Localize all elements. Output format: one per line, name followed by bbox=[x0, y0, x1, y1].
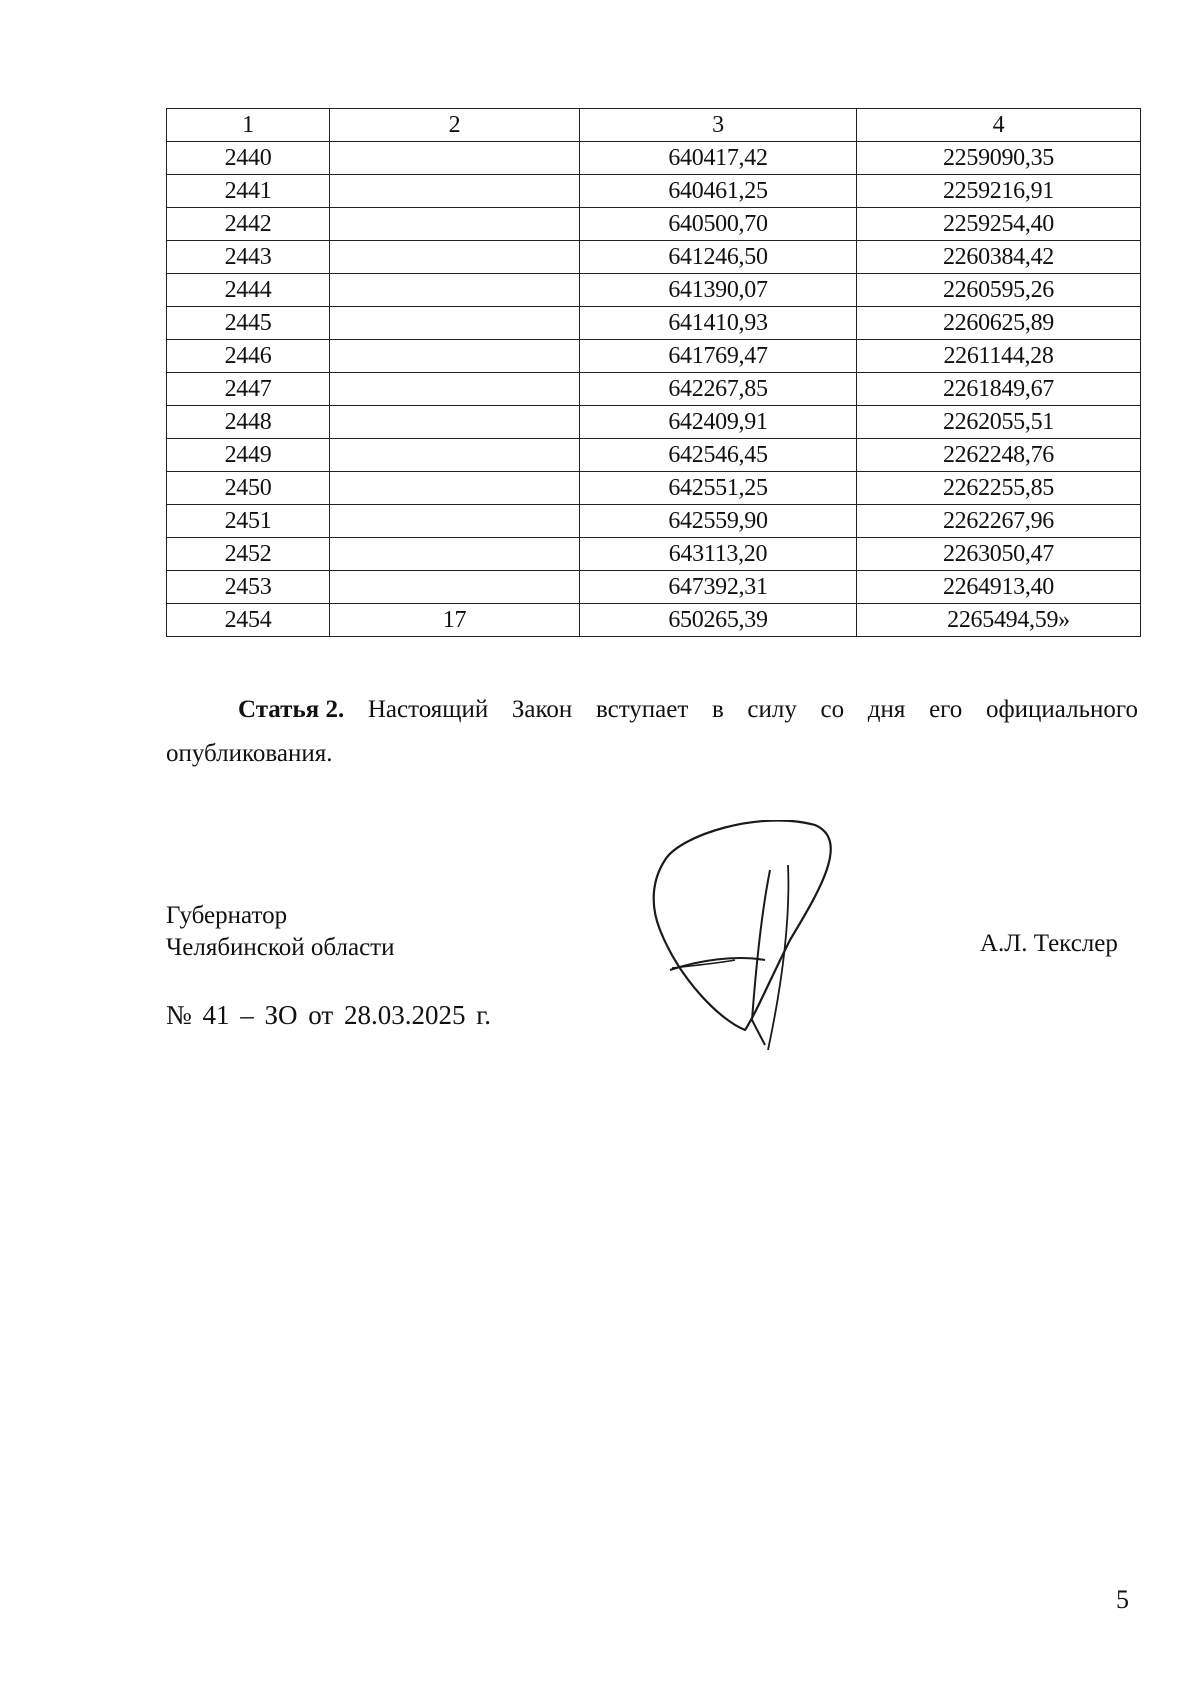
table-row bbox=[167, 175, 1141, 208]
x-coordinate-cell: 641769,47 bbox=[580, 340, 857, 373]
point-number-cell: 2443 bbox=[167, 241, 330, 274]
point-number-cell: 2445 bbox=[167, 307, 330, 340]
law-number: № 41 – ЗО от 28.03.2025 г. bbox=[166, 1000, 492, 1030]
article-word: в bbox=[711, 696, 724, 723]
y-coordinate-cell: 2264913,40 bbox=[857, 571, 1141, 604]
contour-cell bbox=[330, 241, 580, 274]
y-coordinate-cell bbox=[857, 604, 1141, 637]
contour-cell bbox=[330, 307, 580, 340]
article-continuation: опубликования. bbox=[166, 740, 333, 767]
header-cell: 1 bbox=[167, 109, 330, 142]
point-number-cell: 2451 bbox=[167, 505, 330, 538]
y-coordinate-cell: 2259216,91 bbox=[857, 175, 1141, 208]
point-number-cell: 2453 bbox=[167, 571, 330, 604]
point-number-cell: 2446 bbox=[167, 340, 330, 373]
point-number-cell: 2452 bbox=[167, 538, 330, 571]
y-coordinate-cell: 2259090,35 bbox=[857, 142, 1141, 175]
x-coordinate-cell: 640500,70 bbox=[580, 208, 857, 241]
x-coordinate-cell: 650265,39 bbox=[580, 604, 857, 637]
article-2 bbox=[166, 688, 1138, 776]
contour-cell bbox=[330, 538, 580, 571]
article-word: силу bbox=[747, 696, 797, 723]
point-number-cell: 2444 bbox=[167, 274, 330, 307]
point-number-cell: 2442 bbox=[167, 208, 330, 241]
table-row bbox=[167, 406, 1141, 439]
article-word: Настоящий bbox=[367, 696, 489, 723]
x-coordinate-cell: 642267,85 bbox=[580, 373, 857, 406]
y-coordinate-cell: 2262248,76 bbox=[857, 439, 1141, 472]
x-coordinate-cell: 642559,90 bbox=[580, 505, 857, 538]
y-coordinate-cell: 2263050,47 bbox=[857, 538, 1141, 571]
contour-cell bbox=[330, 175, 580, 208]
governor-title-line2: Челябинской области bbox=[166, 934, 395, 961]
article-word: со bbox=[820, 696, 845, 723]
header-cell: 2 bbox=[330, 109, 580, 142]
table-row bbox=[167, 472, 1141, 505]
x-coordinate-cell: 642409,91 bbox=[580, 406, 857, 439]
x-coordinate-cell: 641390,07 bbox=[580, 274, 857, 307]
contour-cell bbox=[330, 571, 580, 604]
header-cell: 3 bbox=[580, 109, 857, 142]
point-number-cell: 2450 bbox=[167, 472, 330, 505]
article-word: его bbox=[929, 696, 963, 723]
governor-title-line1: Губернатор bbox=[166, 902, 288, 929]
x-coordinate-cell: 642551,25 bbox=[580, 472, 857, 505]
y-coordinate-cell: 2262267,96 bbox=[857, 505, 1141, 538]
x-coordinate-cell: 643113,20 bbox=[580, 538, 857, 571]
y-coordinate-cell: 2260595,26 bbox=[857, 274, 1141, 307]
contour-cell bbox=[330, 505, 580, 538]
y-coordinate-cell: 2262055,51 bbox=[857, 406, 1141, 439]
table-row bbox=[167, 241, 1141, 274]
contour-cell bbox=[330, 274, 580, 307]
coordinates-table bbox=[166, 108, 1141, 637]
x-coordinate-cell: 647392,31 bbox=[580, 571, 857, 604]
governor-title bbox=[166, 900, 394, 964]
table-row bbox=[167, 307, 1141, 340]
y-coordinate-cell: 2260384,42 bbox=[857, 241, 1141, 274]
contour-cell bbox=[330, 142, 580, 175]
article-word: вступает bbox=[595, 696, 689, 723]
article-word: Закон bbox=[511, 696, 573, 723]
y-coordinate-cell: 2261849,67 bbox=[857, 373, 1141, 406]
y-coordinate-cell: 2259254,40 bbox=[857, 208, 1141, 241]
table-row bbox=[167, 373, 1141, 406]
x-coordinate-cell: 640461,25 bbox=[580, 175, 857, 208]
table-row bbox=[167, 538, 1141, 571]
table-row bbox=[167, 274, 1141, 307]
handwritten-signature bbox=[640, 820, 860, 1050]
contour-cell bbox=[330, 406, 580, 439]
article-word: официального bbox=[985, 696, 1138, 723]
table-row bbox=[167, 208, 1141, 241]
table-row bbox=[167, 142, 1141, 175]
article-first-line bbox=[166, 688, 1138, 732]
x-coordinate-cell: 641410,93 bbox=[580, 307, 857, 340]
point-number-cell: 2449 bbox=[167, 439, 330, 472]
point-number-cell: 2447 bbox=[167, 373, 330, 406]
header-cell: 4 bbox=[857, 109, 1141, 142]
contour-cell bbox=[330, 208, 580, 241]
point-number-cell: 2454 bbox=[167, 604, 330, 637]
table-row bbox=[167, 604, 1141, 637]
article-heading: Статья 2. bbox=[238, 696, 345, 723]
table-row bbox=[167, 439, 1141, 472]
point-number-cell: 2440 bbox=[167, 142, 330, 175]
y-coordinate-text: 2265494,59» bbox=[947, 607, 1070, 633]
y-coordinate-cell: 2261144,28 bbox=[857, 340, 1141, 373]
governor-name: А.Л. Текслер bbox=[980, 930, 1118, 957]
x-coordinate-cell: 642546,45 bbox=[580, 439, 857, 472]
contour-cell bbox=[330, 340, 580, 373]
table-row bbox=[167, 505, 1141, 538]
contour-cell bbox=[330, 472, 580, 505]
table-row bbox=[167, 340, 1141, 373]
x-coordinate-cell: 640417,42 bbox=[580, 142, 857, 175]
contour-cell bbox=[330, 439, 580, 472]
y-coordinate-cell: 2260625,89 bbox=[857, 307, 1141, 340]
table-row bbox=[167, 571, 1141, 604]
article-word: дня bbox=[867, 696, 906, 723]
x-coordinate-cell: 641246,50 bbox=[580, 241, 857, 274]
contour-cell: 17 bbox=[330, 604, 580, 637]
point-number-cell: 2441 bbox=[167, 175, 330, 208]
point-number-cell: 2448 bbox=[167, 406, 330, 439]
coordinates-table-body bbox=[167, 109, 1141, 637]
contour-cell bbox=[330, 373, 580, 406]
table-header-row bbox=[167, 109, 1141, 142]
page-number: 5 bbox=[1116, 1585, 1129, 1614]
y-coordinate-cell: 2262255,85 bbox=[857, 472, 1141, 505]
